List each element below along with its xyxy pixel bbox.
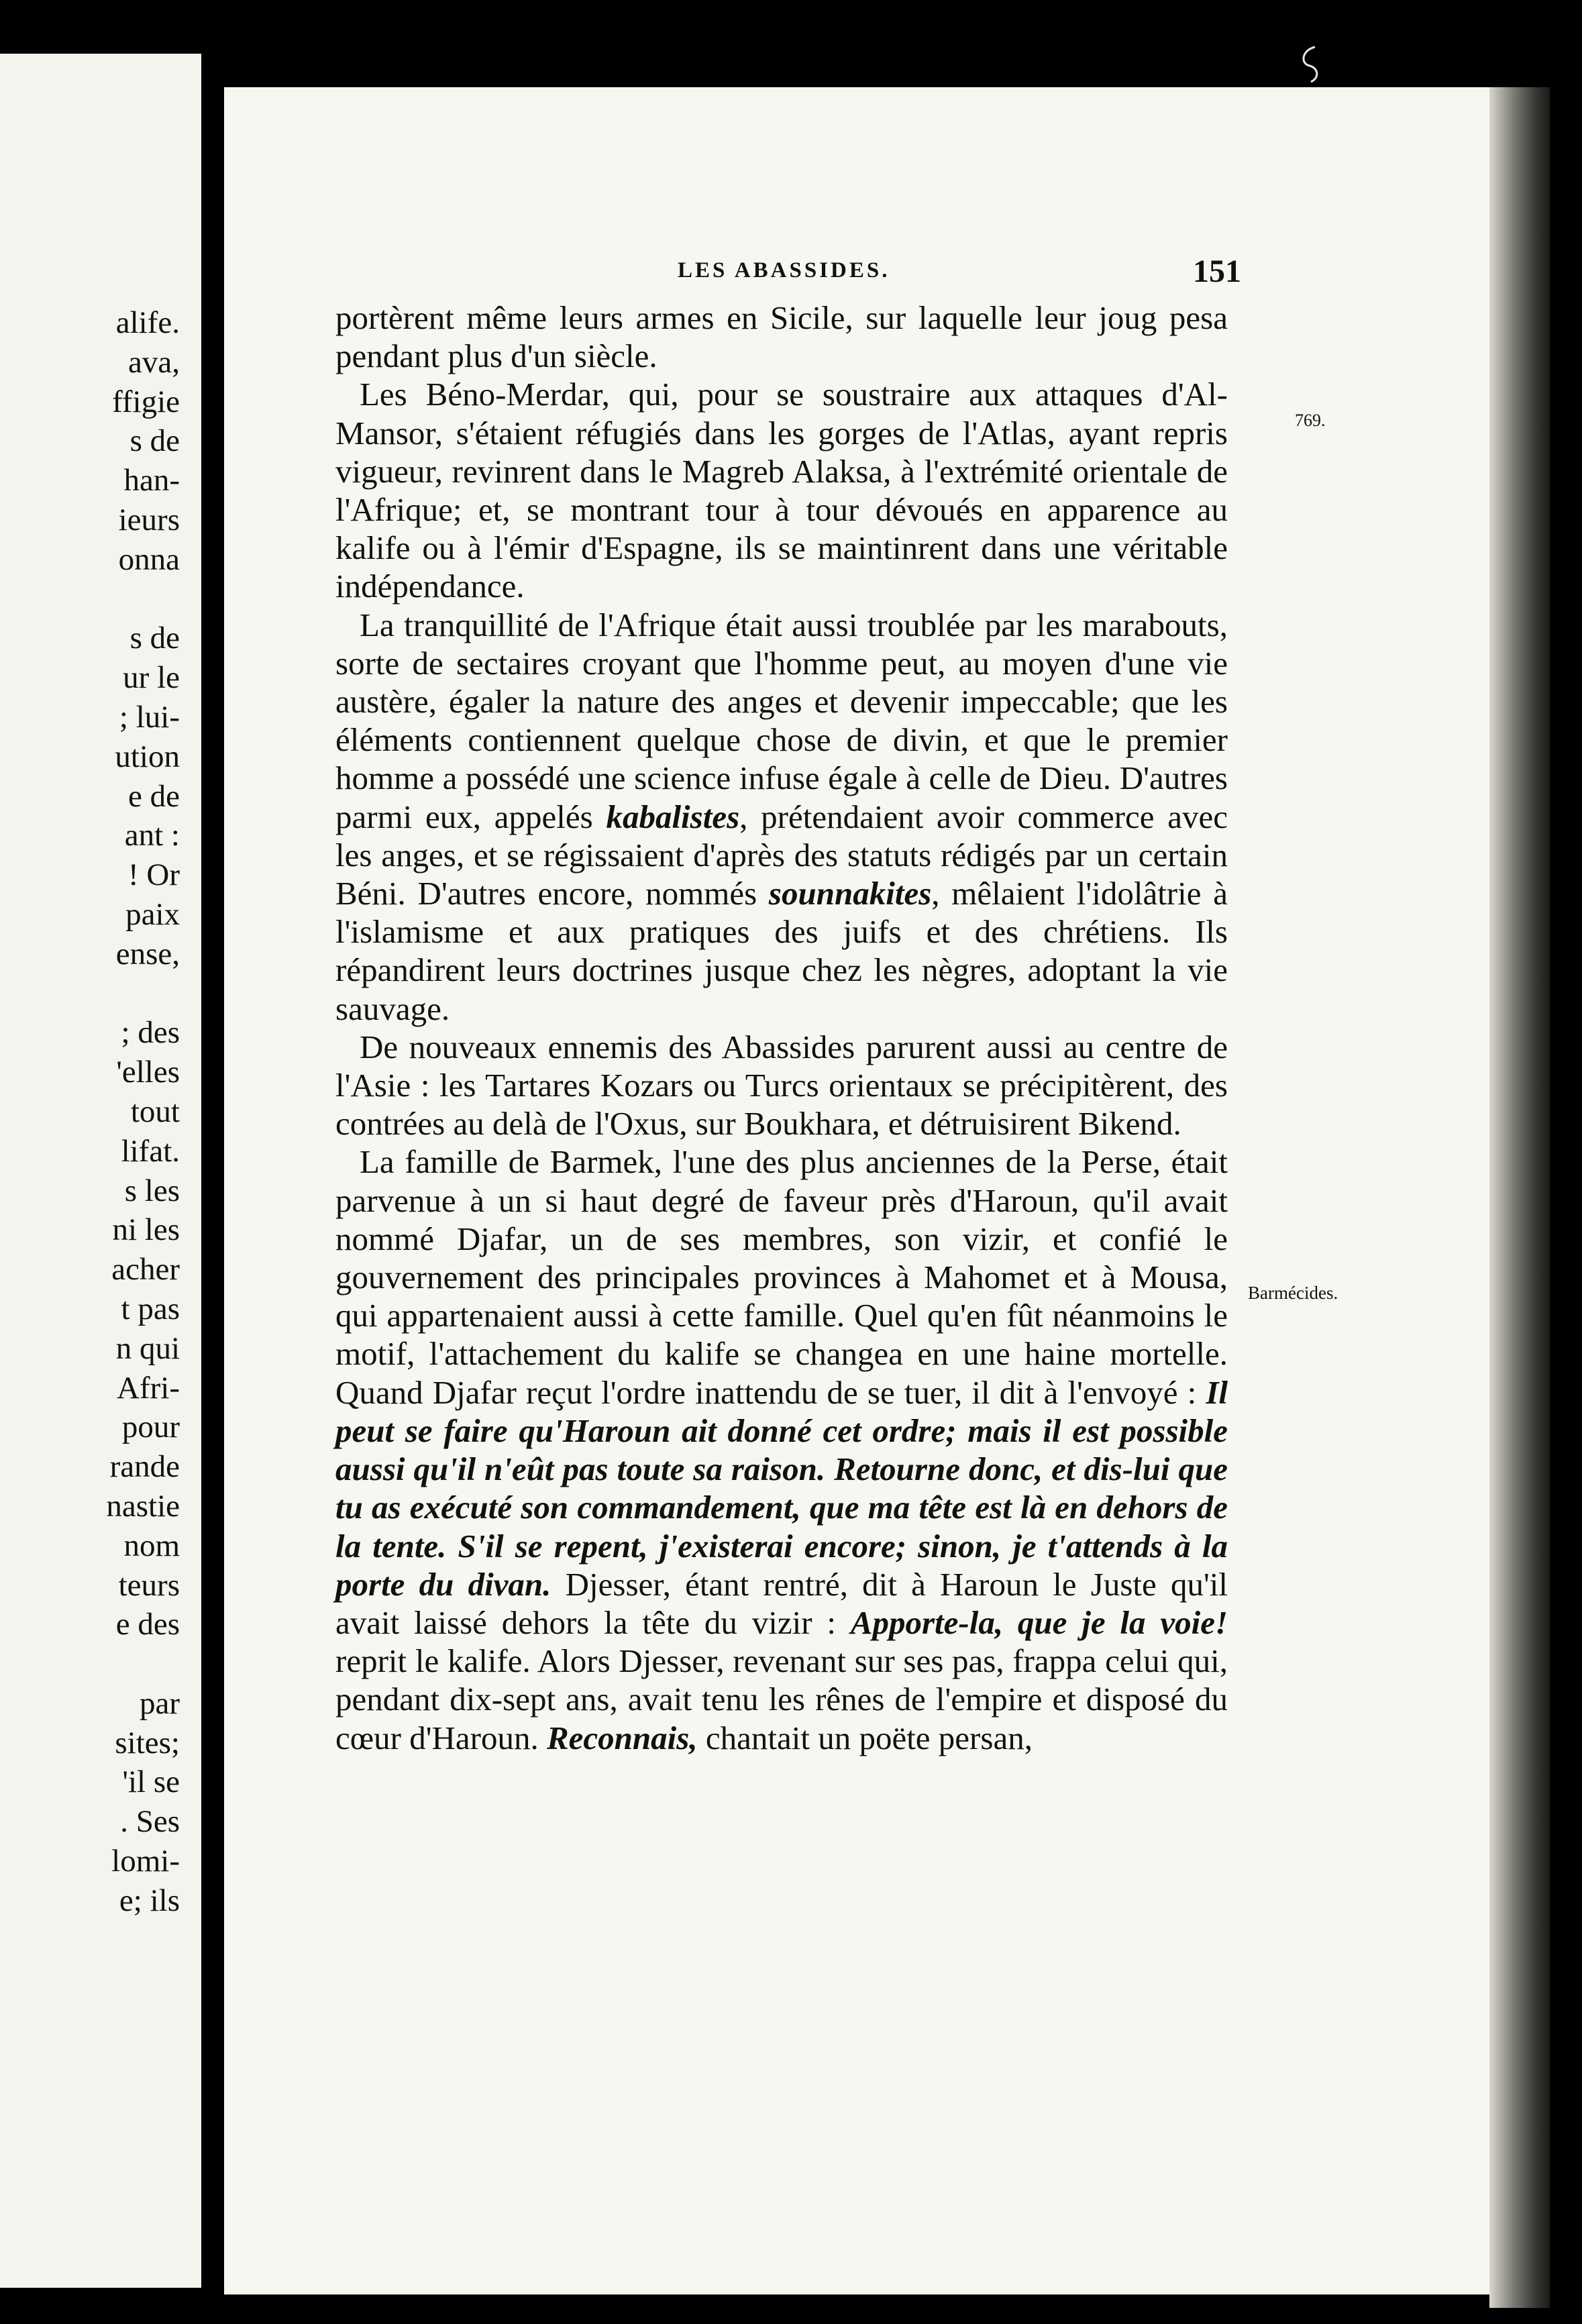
facing-page-line: han- [123,463,180,498]
page-number: 151 [1193,254,1241,289]
facing-page-line: paix [125,896,180,932]
facing-page-line: acher [111,1252,180,1287]
paragraph: Les Béno-Merdar, qui, pour se soustraire aux attaques d'Al-Mansor, s'étaient réfugiés dans les gorges de l'Atlas, ayant repris vigueur, revinrent dans le Magreb Alaksa, à l'extrémité orientale de l'Afrique; et, se montrant tour à tour dévoués en apparence au kalife ou à l'émir d'Espagne, ils se maintinrent dans une véritable indépendance. [335,376,1228,605]
facing-page-line: Afri- [117,1370,180,1406]
facing-page-line: nom [123,1528,180,1563]
facing-page-line: nastie [106,1488,180,1524]
facing-page-line: onna [118,541,180,577]
facing-page-line: lomi- [111,1844,180,1879]
margin-note: Barmécides. [1248,1283,1338,1303]
facing-page [0,54,201,2288]
facing-page-line: ur le [123,660,180,696]
page-header [678,254,1241,299]
facing-page-line: ; lui- [119,699,180,735]
facing-page-line: pour [121,1410,180,1445]
facing-page-line: ution [115,739,180,774]
facing-page-line [0,580,180,619]
facing-page-line [0,974,180,1014]
facing-page-line: n qui [115,1330,180,1366]
facing-page-line: ; des [121,1015,180,1051]
facing-page-text [0,303,180,1921]
facing-page-line: . Ses [120,1804,180,1840]
facing-page-line: s de [129,621,180,656]
facing-page-line [0,1644,180,1684]
paragraph: De nouveaux ennemis des Abassides parurent aussi au centre de l'Asie : les Tartares Kozars ou Turcs orientaux se précipitèrent, des contrées au delà de l'Oxus, sur Boukhara, et détruisirent Bikend. [335,1028,1228,1143]
facing-page-line: e de [128,778,180,814]
margin-year: 769. [1295,411,1326,430]
facing-page-line: teurs [118,1567,180,1603]
facing-page-line: 'elles [116,1055,180,1090]
facing-page-line: t pas [121,1291,180,1326]
facing-page-line: s de [129,423,180,459]
facing-page-line: ni les [112,1212,180,1248]
facing-page-line: ava, [128,344,180,380]
facing-page-line: ant : [124,818,180,853]
facing-page-line: ieurs [118,502,180,537]
facing-page-line: rande [109,1449,180,1485]
page-edge-shadow [1489,87,1550,2308]
facing-page-line: 'il se [122,1764,180,1800]
paragraph: La tranquillité de l'Afrique était aussi troublée par les marabouts, sorte de sectaires croyant que l'homme peut, au moyen d'une vie austère, égaler la nature des anges et devenir impeccable; que les éléments contiennent quelque chose de divin, et que le premier homme a possédé une science infuse égale à celle de Dieu. D'autres parmi eux, appelés kabalistes, prétendaient avoir commerce avec les anges, et se régissaient d'après des statuts rédigés par un certain Béni. D'autres encore, nommés sounnakites, mêlaient l'idolâtrie à l'islamisme et aux pratiques des juifs et des chrétiens. Ils répandirent leurs doctrines jusque chez les nègres, adoptant la vie sauvage. [335,606,1228,1027]
facing-page-line: tout [130,1094,180,1129]
running-title: LES ABASSIDES. [678,258,890,282]
paragraph: La famille de Barmek, l'une des plus anciennes de la Perse, était parvenue à un si haut degré de faveur près d'Haroun, qu'il avait nommé Djafar, un de ses membres, son vizir, et confié le gouvernement des principales provinces à Mahomet et à Mousa, qui appartenaient aussi à cette famille. Quel qu'en fût néanmoins le motif, l'attachement du kalife se changea en une haine mortelle. Quand Djafar reçut l'ordre inattendu de se tuer, il dit à l'envoyé : Il peut se faire qu'Haroun ait donné cet ordre; mais il est possible aussi qu'il n'eût pas toute sa raison. Retourne donc, et dis-lui que tu as exécuté son commandement, que ma tête est là en dehors de la tente. S'il se repent, j'existerai encore; sinon, je t'attends à la porte du divan. Djesser, étant rentré, dit à Haroun le Juste qu'il avait laissé dehors la tête du vizir : Apporte-la, que je la voie! reprit le kalife. Alors Djesser, revenant sur ses pas, frappa celui qui, pendant dix-sept ans, avait tenu les rênes de l'empire et disposé du cœur d'Haroun. Reconnais, chantait un poëte persan, [335,1143,1228,1756]
facing-page-line: sites; [115,1725,180,1760]
facing-page-line: e; ils [119,1883,180,1918]
paragraph: portèrent même leurs armes en Sicile, sur laquelle leur joug pesa pendant plus d'un siècle. [335,299,1228,375]
facing-page-line: alife. [115,305,180,340]
facing-page-line: ffigie [112,384,180,419]
facing-page-line: lifat. [121,1133,180,1169]
facing-page-line: par [139,1685,180,1721]
facing-page-line: ! Or [128,857,180,893]
facing-page-line: e des [115,1607,180,1642]
facing-page-line: s les [124,1173,180,1208]
ink-mark-icon [1295,40,1335,87]
facing-page-line: ense, [115,936,180,971]
body-text [335,299,1228,1757]
